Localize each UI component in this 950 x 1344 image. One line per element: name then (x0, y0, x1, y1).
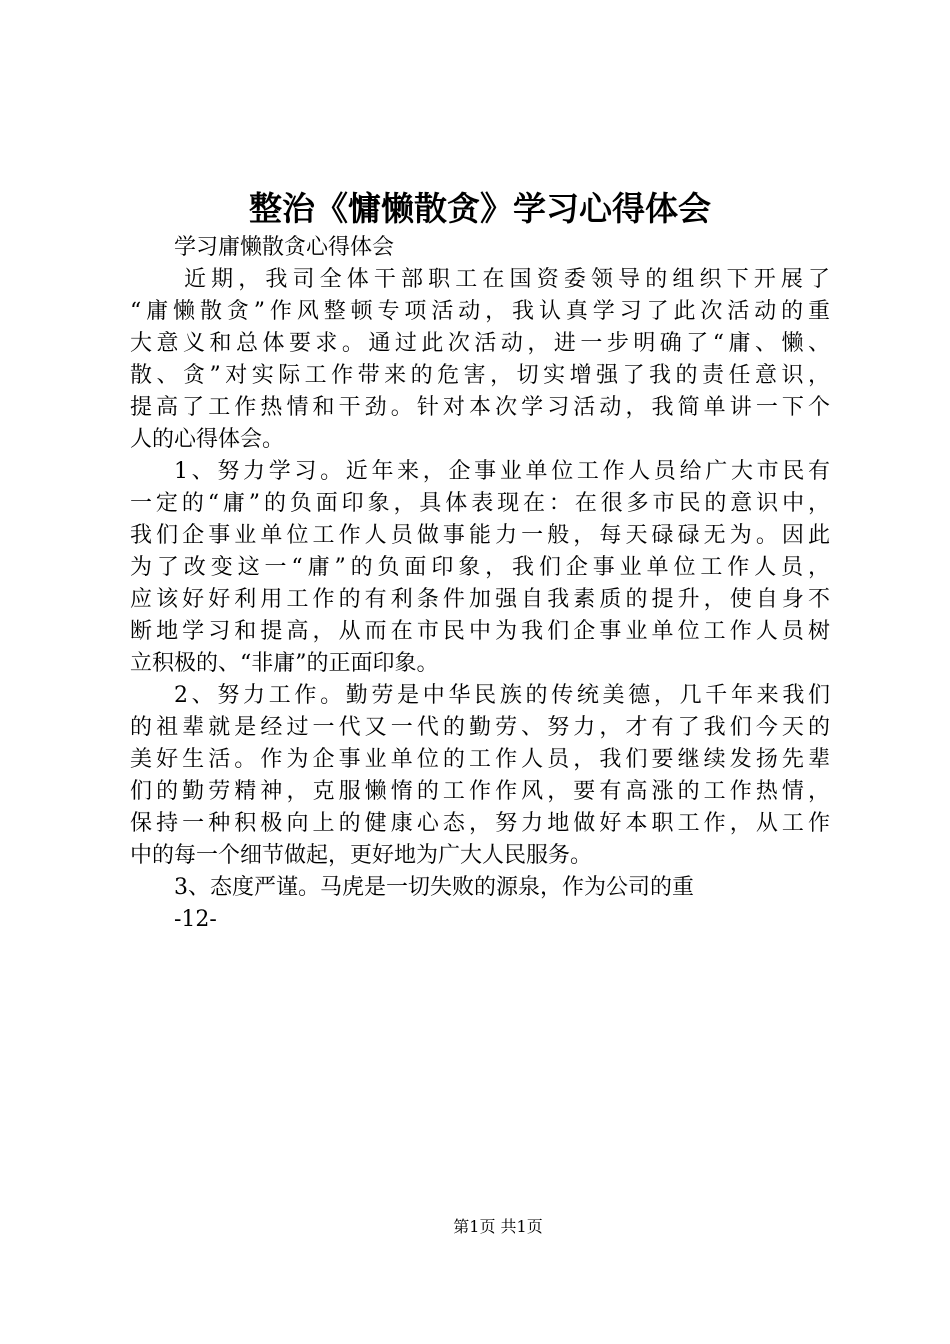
subtitle-line: 学习庸懒散贪心得体会 (174, 235, 395, 260)
body-line: 断地学习和提高，从而在市民中为我们企事业单位工作人员树 (130, 619, 830, 644)
body-line: 一定的“庸”的负面印象，具体表现在：在很多市民的意识中， (130, 491, 830, 516)
body-line: 3、态度严谨。马虎是一切失败的源泉，作为公司的重 (174, 875, 694, 900)
body-line: 美好生活。作为企事业单位的工作人员，我们要继续发扬先辈 (130, 747, 830, 772)
document-body (130, 232, 830, 936)
body-line: 大意义和总体要求。通过此次活动，进一步明确了“庸、懒、 (130, 331, 830, 356)
body-line: 应该好好利用工作的有利条件加强自我素质的提升，使自身不 (130, 587, 830, 612)
body-line: 为了改变这一“庸”的负面印象，我们企事业单位工作人员， (130, 555, 830, 580)
body-line: 近期，我司全体干部职工在国资委领导的组织下开展了 (184, 267, 830, 292)
document-title: 整治《慵懒散贪》学习心得体会 (249, 189, 711, 228)
body-line: 2、努力工作。勤劳是中华民族的传统美德，几千年来我们 (174, 683, 830, 708)
page-number-marker: -12- (174, 907, 217, 932)
body-line: “庸懒散贪”作风整顿专项活动，我认真学习了此次活动的重 (130, 299, 830, 324)
body-line: 的祖辈就是经过一代又一代的勤劳、努力，才有了我们今天的 (130, 715, 830, 740)
body-line: 1、努力学习。近年来，企事业单位工作人员给广大市民有 (174, 459, 830, 484)
page-footer: 第1页 共1页 (453, 1217, 543, 1236)
body-line: 提高了工作热情和干劲。针对本次学习活动，我简单讲一下个 (130, 395, 830, 420)
body-line: 我们企事业单位工作人员做事能力一般，每天碌碌无为。因此 (130, 523, 830, 548)
body-line: 散、贪”对实际工作带来的危害，切实增强了我的责任意识， (130, 363, 830, 388)
body-line: 人的心得体会。 (130, 427, 285, 452)
body-line: 们的勤劳精神，克服懒惰的工作作风，要有高涨的工作热情， (130, 779, 830, 804)
body-line: 立积极的、“非庸”的正面印象。 (130, 651, 439, 676)
body-line: 保持一种积极向上的健康心态，努力地做好本职工作，从工作 (130, 811, 830, 836)
body-line: 中的每一个细节做起，更好地为广大人民服务。 (130, 843, 593, 868)
